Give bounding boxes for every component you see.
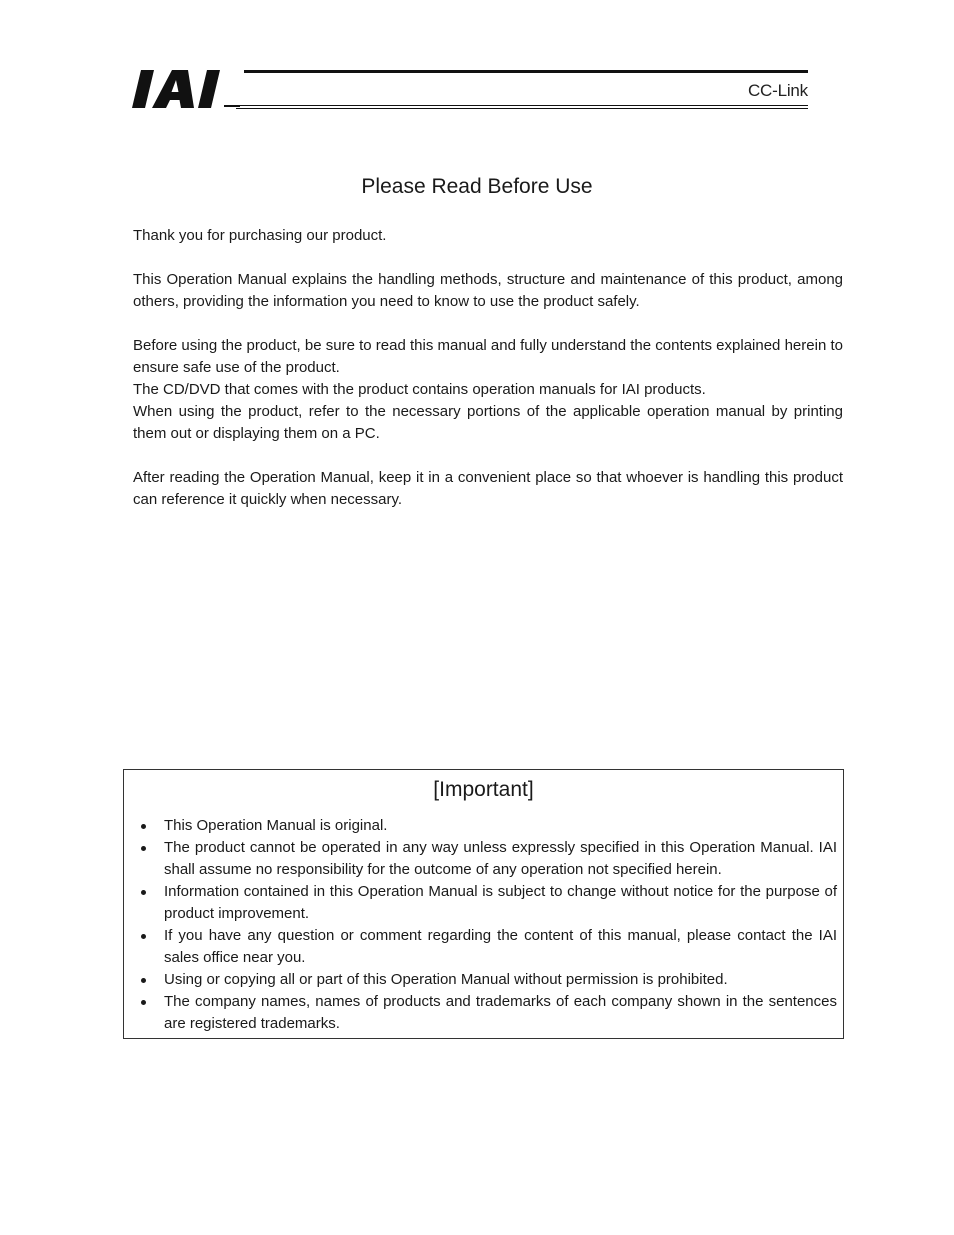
header-rule-bottom-secondary: [236, 108, 808, 109]
bullet-icon: [141, 1000, 146, 1005]
paragraph-cd-dvd: The CD/DVD that comes with the product contains operation manuals for IAI products.: [133, 381, 706, 398]
important-item-text: This Operation Manual is original.: [164, 817, 388, 834]
bullet-icon: [141, 978, 146, 983]
important-item: [140, 881, 837, 925]
bullet-icon: [141, 890, 146, 895]
important-item-text: If you have any question or comment regarding the content of this manual, please contact the IAI sales office near you.: [164, 927, 837, 966]
paragraph-read-before-use: Before using the product, be sure to read this manual and fully understand the contents explained herein to ensure safe use of the product.: [133, 337, 843, 376]
paragraph-printing: When using the product, refer to the necessary portions of the applicable operation manual by printing them out or displaying them on a PC.: [133, 403, 843, 442]
important-item: [140, 837, 837, 881]
important-title: [Important]: [433, 778, 534, 801]
bullet-icon: [141, 824, 146, 829]
important-item: [140, 815, 837, 837]
page-header: [132, 66, 808, 112]
important-list: [140, 815, 837, 1035]
bullet-icon: [141, 846, 146, 851]
important-item: [140, 991, 837, 1035]
header-rule-top: [244, 70, 808, 73]
important-item-text: The product cannot be operated in any way unless expressly specified in this Operation Manual. IAI shall assume no responsibility for the outcome of any operation not specified herein.: [164, 839, 837, 878]
important-item: [140, 925, 837, 969]
paragraph-manual-purpose: This Operation Manual explains the handling methods, structure and maintenance of this product, among others, providing the information you need to know to use the product safely.: [133, 271, 843, 310]
bullet-icon: [141, 934, 146, 939]
intro-body: [133, 225, 843, 511]
important-item-text: Using or copying all or part of this Operation Manual without permission is prohibited.: [164, 971, 728, 988]
paragraph-keep-manual: After reading the Operation Manual, keep it in a convenient place so that whoever is handling this product can reference it quickly when necessary.: [133, 469, 843, 508]
important-item: [140, 969, 837, 991]
iai-logo: [132, 66, 242, 112]
header-section-label: CC-Link: [747, 81, 808, 100]
paragraph-thank-you: Thank you for purchasing our product.: [133, 227, 387, 244]
important-notice-box: [123, 769, 844, 1039]
header-rule-bottom: [236, 105, 808, 106]
important-item-text: Information contained in this Operation Manual is subject to change without notice for the purpose of product improvement.: [164, 883, 837, 922]
page-title: Please Read Before Use: [361, 175, 593, 198]
important-item-text: The company names, names of products and trademarks of each company shown in the sentences are registered trademarks.: [164, 993, 837, 1032]
